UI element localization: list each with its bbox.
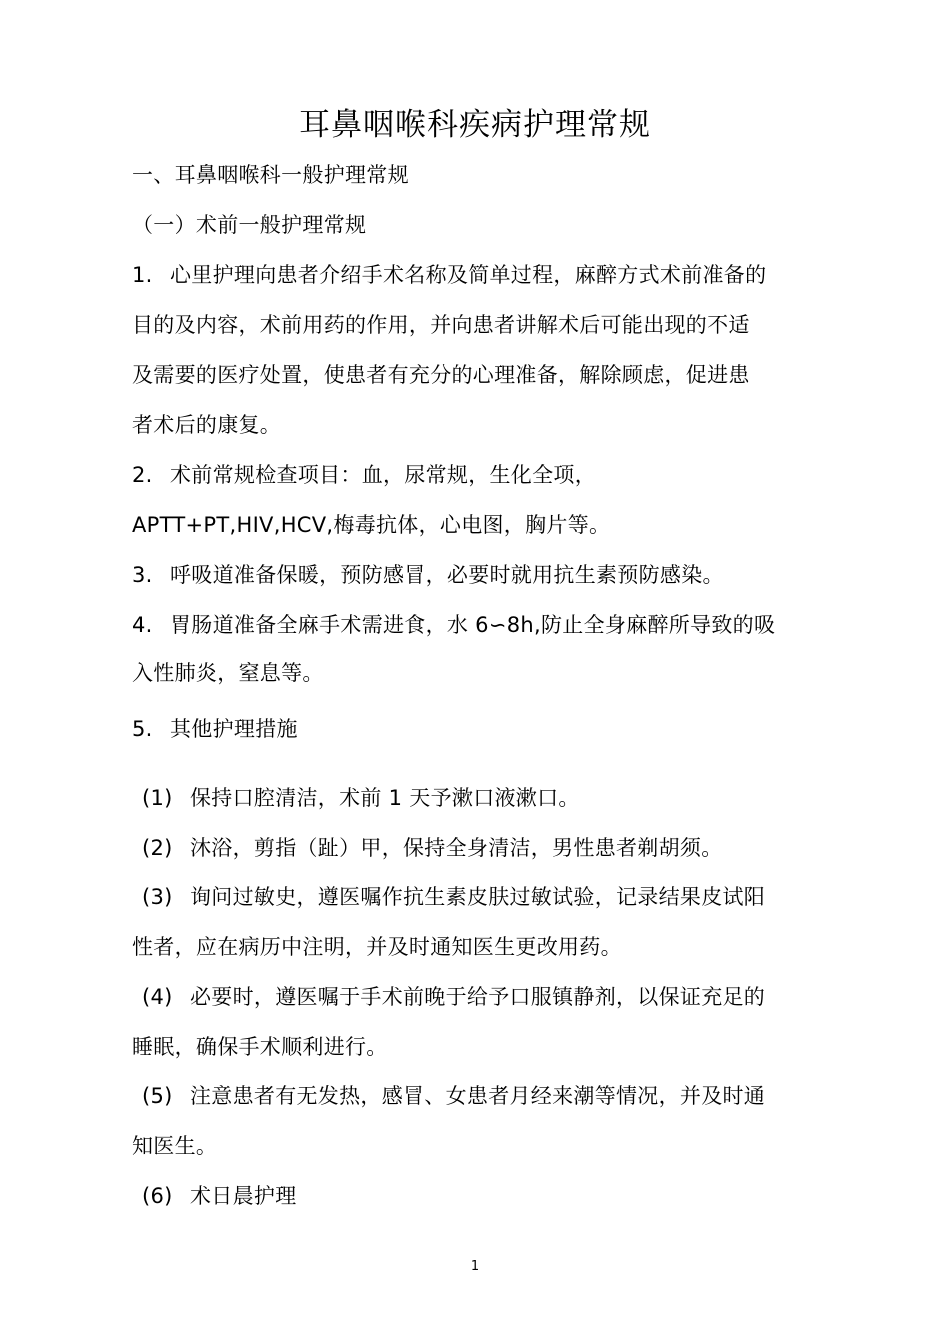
subitem-text: 术日晨护理 [190,1184,297,1208]
item-line [132,260,832,290]
item-number: 1. [132,263,153,287]
subitem-line [132,1081,832,1111]
item-text: 呼吸道准备保暖，预防感冒，必要时就用抗生素预防感染。 [170,563,724,587]
item-number: 5. [132,717,153,741]
page-title: 耳鼻咽喉科疾病护理常规 [299,107,651,143]
item-text: 术前常规检查项目：血，尿常规，生化全项， [170,463,596,487]
section-heading: 一、耳鼻咽喉科一般护理常规 [132,163,409,187]
item-number: 2. [132,463,153,487]
subitem-text: 注意患者有无发热，感冒、女患者月经来潮等情况，并及时通 [190,1084,766,1108]
item-text: 心里护理向患者介绍手术名称及简单过程，麻醉方式术前准备的 [170,263,767,287]
subitem-line: 性者，应在病历中注明，并及时通知医生更改用药。 [132,935,622,959]
subitem-line [132,982,832,1012]
subitem-line [132,1181,832,1211]
subitem-line: 睡眠，确保手术顺利进行。 [132,1035,388,1059]
item-text: 其他护理措施 [170,717,298,741]
subitem-number: (3) [142,885,173,909]
subitem-text: 沐浴，剪指（趾）甲，保持全身清洁，男性患者剃胡须。 [190,836,723,860]
subitem-text: 保持口腔清洁，术前 1 天予漱口液漱口。 [190,786,580,810]
subitem-text: 询问过敏史，遵医嘱作抗生素皮肤过敏试验，记录结果皮试阳 [190,885,766,909]
item-line [132,610,832,640]
item-line [132,560,832,590]
item-number: 4. [132,613,153,637]
item-line [132,714,832,744]
subitem-line: 知医生。 [132,1134,218,1158]
subitem-number: (5) [142,1084,173,1108]
item-line: 及需要的医疗处置，使患者有充分的心理准备，解除顾虑，促进患 [132,363,750,387]
item-text: 胃肠道准备全麻手术需进食，水 6∽8h,防止全身麻醉所导致的吸 [170,613,776,637]
subitem-number: (1) [142,786,173,810]
subitem-line [132,833,832,863]
item-line [132,460,832,490]
item-number: 3. [132,563,153,587]
page-number: 1 [470,1259,480,1274]
item-line: APTT+PT,HIV,HCV,梅毒抗体，心电图，胸片等。 [132,513,611,537]
subitem-text: 必要时，遵医嘱于手术前晚于给予口服镇静剂，以保证充足的 [190,985,766,1009]
subitem-line [132,783,832,813]
subitem-number: (4) [142,985,173,1009]
subsection-heading: （一）术前一般护理常规 [132,213,367,237]
item-line: 者术后的康复。 [132,413,282,437]
subitem-line [132,882,832,912]
subitem-number: (2) [142,836,173,860]
item-line: 入性肺炎，窒息等。 [132,661,324,685]
item-line: 目的及内容，术前用药的作用，并向患者讲解术后可能出现的不适 [132,313,750,337]
subitem-number: (6) [142,1184,173,1208]
